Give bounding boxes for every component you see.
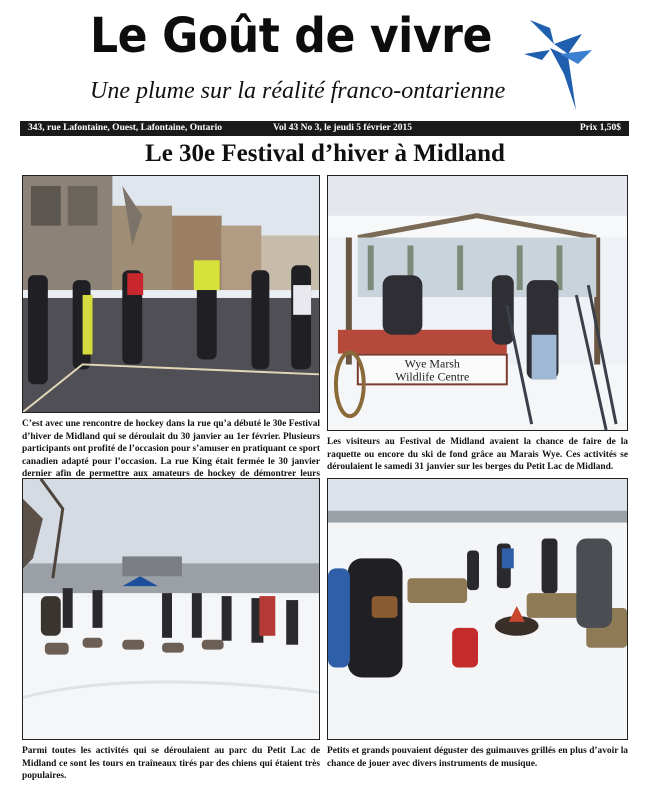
bonfire-photo: [327, 478, 628, 740]
street-hockey-photo: [22, 175, 320, 413]
issue-info-bar: [20, 121, 629, 136]
dog-sled-caption: Parmi toutes les activités qui se déroulaient au parc du Petit Lac de Midland ce sont les tours en traîneaux tirés par des chiens qui étaient très populaires.: [22, 746, 320, 782]
wye-marsh-caption: Les visiteurs au Festival de Midland avaient la chance de faire de la raquette ou encore du ski de fond grâce au Marais Wye. Ces activités se déroulaient le samedi 31 janvier sur les berges du Petit Lac de Midland.: [327, 437, 628, 473]
svg-text:Wye Marsh: Wye Marsh: [404, 356, 460, 371]
price-text: Prix 1,50$: [579, 123, 621, 133]
bird-logo-icon: [520, 14, 598, 110]
bonfire-caption: Petits et grands pouvaient déguster des guimauves grillés en plus d’avoir la chance de jouer avec divers instruments de musique.: [327, 746, 628, 769]
address-text: 343, rue Lafontaine, Ouest, Lafontaine, Ontario: [28, 123, 222, 133]
issue-text: Vol 43 No 3, le jeudi 5 février 2015: [273, 123, 413, 133]
street-hockey-caption: C’est avec une rencontre de hockey dans la rue qu’a débuté le 30e Festival d’hiver de Midland qui se déroulait du 30 janvier au 1er février. Plusieurs participants ont profité de l’occasion pour s’amuser en pratiquant ce sport canadien adapté pour l’occasion. La rue King était fermée le 30 janvier dernier afin de permettre aux amateurs de hockey de démontrer leurs: [22, 419, 320, 480]
newspaper-subtitle: Une plume sur la réalité franco-ontarienne: [90, 78, 506, 104]
page-headline: Le 30e Festival d’hiver à Midland: [145, 140, 505, 167]
masthead: [0, 0, 650, 122]
newspaper-title: Le Goût de vivre: [90, 8, 492, 64]
wye-marsh-booth-photo: [327, 175, 628, 431]
dog-sled-photo: [22, 478, 320, 740]
svg-text:Wildlife Centre: Wildlife Centre: [395, 369, 470, 384]
